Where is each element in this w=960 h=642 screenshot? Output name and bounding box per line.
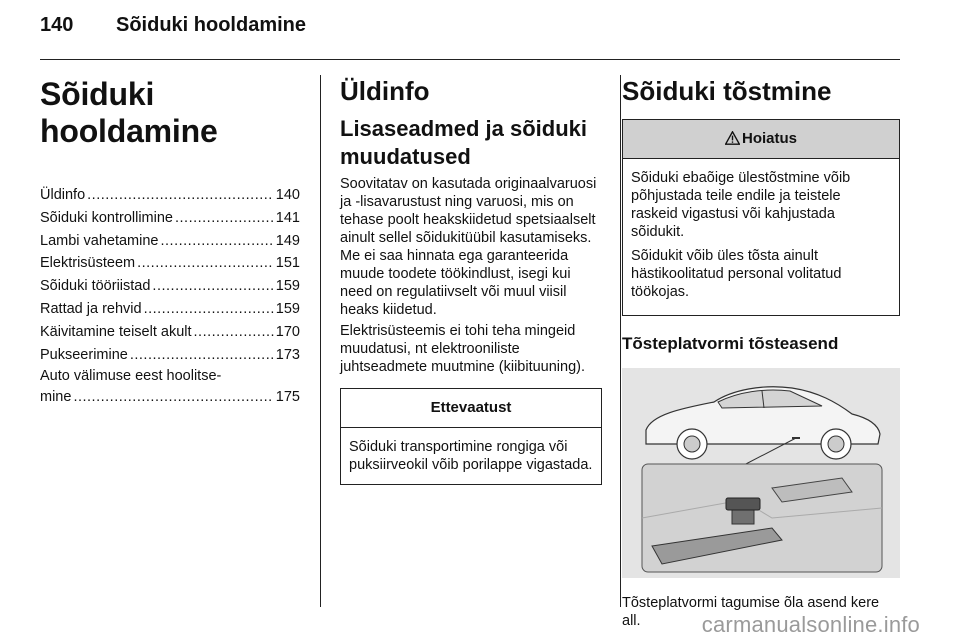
toc-entry[interactable] [40, 252, 300, 275]
body-paragraph: Elektrisüsteemis ei tohi teha mingeid muudatusi, nt elektrooniliste juhtseadmete muutmine (kiibituuning). [340, 323, 586, 375]
toc-page: 159 [275, 300, 300, 317]
toc-leader [144, 298, 274, 321]
lift-point-illustration [622, 368, 900, 578]
toc-leader [130, 344, 274, 367]
toc-label: Pukseerimine [40, 346, 128, 363]
toc-page: 141 [275, 209, 300, 226]
toc-page: 159 [275, 278, 300, 295]
warning-title: Hoiatus [741, 130, 797, 147]
car-lift-illustration [622, 368, 900, 578]
warning-triangle-icon [725, 131, 740, 145]
toc-entry[interactable] [40, 207, 300, 230]
figure-caption: Tõsteplatvormi tagumise õla asend kere all. [622, 595, 880, 629]
toc-label: Üldinfo [40, 187, 86, 203]
running-title: Sõiduki hooldamine [116, 14, 307, 36]
toc-entry[interactable] [40, 298, 300, 321]
toc-leader [137, 252, 274, 275]
toc-entry[interactable] [40, 230, 300, 253]
toc-leader [194, 321, 274, 344]
toc-label: Käivitamine teiselt akult [40, 323, 192, 340]
column-general-info [340, 76, 602, 485]
table-of-contents [40, 184, 300, 409]
toc-label: Sõiduki kontrollimine [40, 209, 173, 226]
column-lifting [622, 76, 900, 630]
toc-entry[interactable] [40, 275, 300, 298]
toc-label: Lambi vahetamine [40, 232, 159, 249]
toc-leader [73, 386, 273, 409]
warning-text: Sõidukit võib üles tõsta ainult hästikoolitatud personal volitatud töökojas. [631, 248, 842, 300]
section-heading: Sõiduki tõstmine [622, 76, 832, 106]
column-contents [40, 76, 300, 409]
toc-page: 175 [275, 389, 300, 406]
column-divider-1 [320, 75, 321, 607]
section-heading: Üldinfo [340, 76, 430, 106]
toc-leader [87, 184, 274, 207]
body-paragraph: Soovitatav on kasutada originaalvaruosi ja -lisavarustust ning varuosi, mis on tehase poolt heakskiidetud spetsiaalselt ainult sellel sõidukitüübil kasutamiseks. Me ei saa hinnata ega garanteerida muude toodete töökindlust, isegi kui need on regulatiivselt või muul viisil heaks kiidetud. [340, 176, 597, 318]
caution-title: Ettevaatust [341, 389, 601, 428]
caution-text: Sõiduki transportimine rongiga või puksiirveokil võib porilappe vigastada. [349, 439, 593, 473]
toc-leader [175, 207, 274, 230]
toc-leader [152, 275, 273, 298]
caution-box [340, 388, 602, 485]
toc-page: 140 [275, 187, 300, 203]
warning-box [622, 119, 900, 316]
toc-label: Rattad ja rehvid [40, 300, 142, 317]
subsection-heading: Lisaseadmed ja sõiduki muudatused [340, 116, 587, 169]
toc-page: 173 [275, 346, 300, 363]
toc-label: Elektrisüsteem [40, 255, 136, 272]
warning-header [623, 120, 899, 159]
toc-page: 149 [275, 232, 300, 249]
toc-leader [161, 230, 274, 253]
toc-label-line2: mine [40, 389, 72, 406]
page-number: 140 [40, 14, 74, 36]
toc-entry-multiline[interactable] [40, 366, 300, 409]
toc-page: 151 [275, 255, 300, 272]
toc-label: Sõiduki tööriistad [40, 278, 151, 295]
toc-label-line1: Auto välimuse eest hoolitse- [40, 368, 222, 385]
column-divider-2 [620, 75, 621, 607]
subsection-heading: Tõsteplatvormi tõsteasend [622, 334, 839, 353]
toc-entry[interactable] [40, 184, 300, 207]
toc-page: 170 [275, 323, 300, 340]
header-rule [40, 59, 900, 60]
toc-entry[interactable] [40, 321, 300, 344]
toc-entry[interactable] [40, 344, 300, 367]
warning-text: Sõiduki ebaõige ülestõstmine võib põhjustada teile endile ja teistele raskeid vigastusi või kahjustada sõidukit. [631, 170, 851, 240]
watermark-text: carmanualsonline.info [701, 612, 920, 637]
chapter-title: Sõiduki hooldamine [40, 76, 218, 149]
